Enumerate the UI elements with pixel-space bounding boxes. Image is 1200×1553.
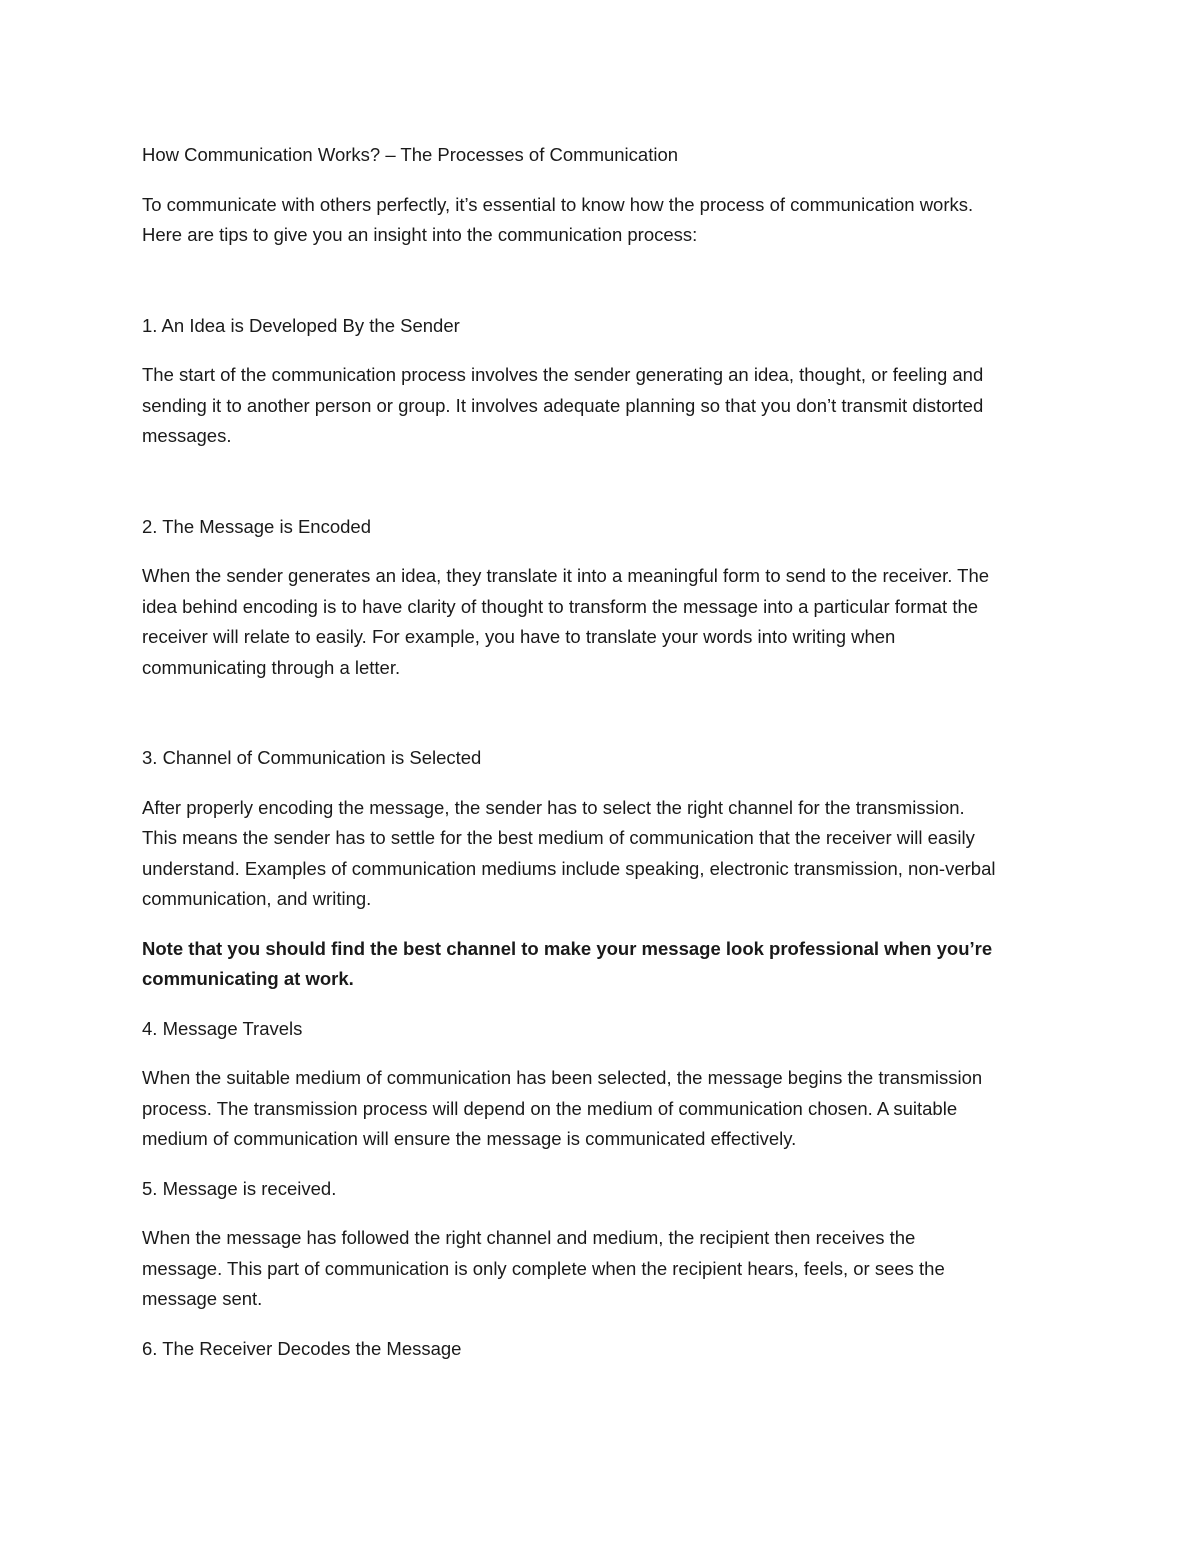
text-line: process. The transmission process will depend on the medium of communication chosen. A suitable [142, 1097, 958, 1119]
text-line: Note that you should find the best channel to make your message look professional when you’re [142, 937, 993, 959]
section-2-paragraph [142, 561, 1072, 683]
section-3-note [142, 934, 1072, 995]
document-body [142, 140, 1072, 1383]
text-line: communicating at work. [142, 968, 354, 989]
intro-paragraph [142, 190, 1072, 251]
text-line: sending it to another person or group. It involves adequate planning so that you don’t transmit distorted [142, 394, 984, 416]
text-line: To communicate with others perfectly, it’s essential to know how the process of communication works. [142, 193, 974, 215]
text-line: Here are tips to give you an insight into the communication process: [142, 224, 698, 245]
section-5-heading: 5. Message is received. [142, 1177, 337, 1199]
text-line: When the sender generates an idea, they translate it into a meaningful form to send to the receiver. The [142, 565, 990, 586]
text-line: communication, and writing. [142, 888, 372, 909]
text-line: idea behind encoding is to have clarity of thought to transform the message into a particular format the [142, 595, 979, 617]
text-line: communicating through a letter. [142, 656, 401, 678]
section-1-paragraph [142, 360, 1072, 452]
section-1-heading: 1. An Idea is Developed By the Sender [142, 314, 460, 336]
document-title: How Communication Works? – The Processes of Communication [142, 144, 679, 165]
section-4-paragraph [142, 1063, 1072, 1155]
section-3-paragraph [142, 793, 1072, 915]
text-line: receiver will relate to easily. For example, you have to translate your words into writing when [142, 626, 896, 647]
text-line: understand. Examples of communication mediums include speaking, electronic transmission, non-verbal [142, 857, 996, 879]
text-line: messages. [142, 425, 232, 446]
text-line: When the message has followed the right channel and medium, the recipient then receives the [142, 1227, 916, 1248]
section-4-heading: 4. Message Travels [142, 1017, 303, 1039]
text-line: The start of the communication process involves the sender generating an idea, thought, or feeling and [142, 364, 984, 385]
text-line: When the suitable medium of communication has been selected, the message begins the transmission [142, 1067, 983, 1088]
text-line: After properly encoding the message, the sender has to select the right channel for the transmission. [142, 796, 965, 818]
section-2-heading: 2. The Message is Encoded [142, 515, 371, 537]
section-3-heading: 3. Channel of Communication is Selected [142, 747, 482, 768]
text-line: medium of communication will ensure the message is communicated effectively. [142, 1128, 797, 1149]
section-6-heading: 6. The Receiver Decodes the Message [142, 1337, 462, 1359]
section-5-paragraph [142, 1223, 1072, 1315]
text-line: This means the sender has to settle for the best medium of communication that the receiver will easily [142, 827, 975, 848]
text-line: message. This part of communication is only complete when the recipient hears, feels, or sees the [142, 1257, 945, 1279]
text-line: message sent. [142, 1288, 263, 1309]
